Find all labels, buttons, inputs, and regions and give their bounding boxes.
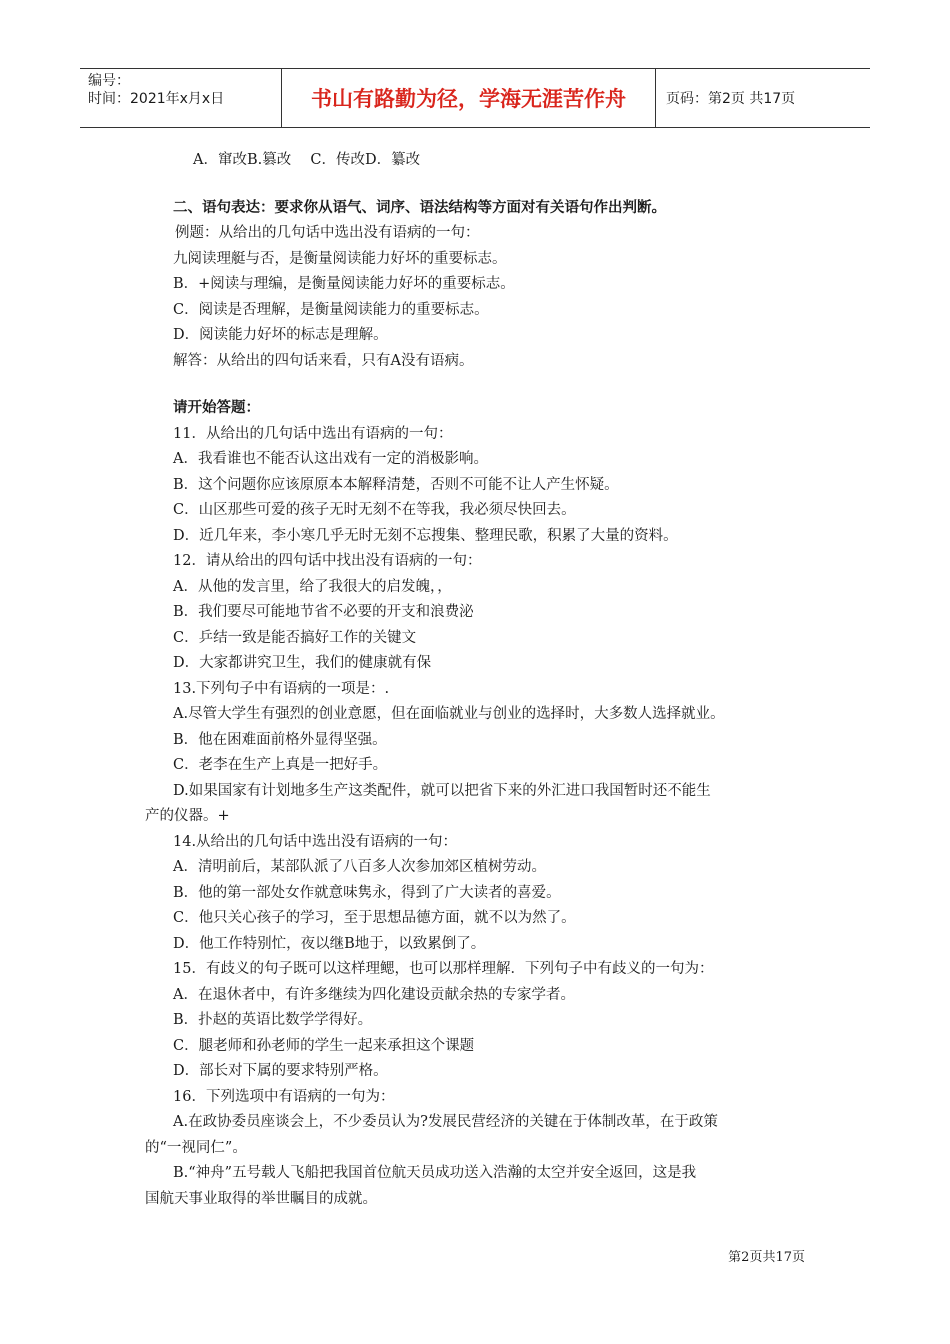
start-label: 请开始答题： [173, 400, 260, 416]
question-option: C．腿老师和孙老师的学生一起来承担这个课题 [173, 1037, 475, 1054]
question-option: A.在政协委员座谈会上，不少委员认为?发展民营经济的关键在于体制改革，在于政策 [173, 1114, 718, 1130]
question-stem: 11．从给出的几句话中选出有语病的一句： [173, 425, 453, 442]
question-option: D．大家都讲究卫生，我们的健康就有保 [173, 655, 432, 671]
question-option: B．他在困难面前格外显得坚强。 [173, 731, 387, 748]
question-option: B．这个问题你应该原原本本解释清楚，否则不可能不让人产生怀疑。 [173, 476, 619, 493]
document-body [145, 148, 815, 1212]
question-option: C．老李在生产上真是一把好手。 [173, 757, 388, 773]
question-option: B．扑赵的英语比数学学得好。 [173, 1012, 373, 1028]
question-stem: 16．下列选项中有语病的一句为： [173, 1088, 395, 1105]
question-option: C．他只关心孩子的学习，至于思想品德方面，就不以为然了。 [173, 910, 576, 926]
question-option: D．他工作特别忙，夜以继B地于，以致累倒了。 [173, 935, 486, 952]
question-option: C．乒结一致是能否搞好工作的关键文 [173, 629, 417, 646]
question-option: D．近几年来，李小寒几乎无时无刻不忘搜集、整理民歌，积累了大量的资料。 [173, 527, 678, 544]
date-label: 时间：2021年x月x日 [88, 91, 225, 107]
example-option: D．阅读能力好坏的标志是理解。 [173, 327, 388, 343]
question-option: D.如果国家有计划地多生产这类配件，就可以把省下来的外汇进口我国暂时还不能生 [173, 782, 711, 799]
example-option: B．+阅读与理编，是衡量阅读能力好坏的重要标志。 [173, 276, 515, 292]
page-footer: 第2页共17页 [728, 1250, 805, 1265]
header-motto: 书山有路勤为径，学海无涯苦作舟 [282, 69, 656, 127]
question-option: D．部长对下属的要求特别严格。 [173, 1063, 388, 1079]
question-option-continued: 产的仪器。+ [145, 808, 230, 824]
question-stem: 15．有歧义的句子既可以这样理鳃，也可以那样理解．下列句子中有歧义的一句为： [173, 961, 714, 977]
example-option: C．阅读是否理解，是衡量阅读能力的重要标志。 [173, 301, 489, 318]
section-title: 二、语句表达：要求你从语气、词序、语法结构等方面对有关语句作出判断。 [173, 199, 666, 216]
header-page-info: 页码：第2页 共17页 [666, 91, 796, 107]
question-option-continued: 国航天事业取得的举世瞩目的成就。 [145, 1190, 377, 1207]
question-option: A．从他的发言里，给了我很大的启发魄，， [173, 578, 452, 595]
question-option: B.“神舟”五号载人飞船把我国首位航天员成功送入浩瀚的太空并安全返回，这是我 [173, 1165, 697, 1181]
question-option: A．我看谁也不能否认这出戏有一定的消极影响。 [173, 451, 488, 467]
header-meta [80, 69, 282, 127]
question-option: C．山区那些可爱的孩子无时无刻不在等我，我必须尽快回去。 [173, 502, 576, 518]
question-option: B．他的第一部处女作就意味隽永，得到了广大读者的喜爱。 [173, 884, 561, 901]
number-label: 编号： [88, 73, 130, 89]
document-header [80, 68, 870, 128]
question-stem: 12．请从给出的四句话中找出没有语病的一句： [173, 553, 482, 569]
question-option: B．我们要尽可能地节省不必要的开支和浪费泌 [173, 604, 474, 620]
prev-question-options: A．窜改B.篡改 C．传改D．纂改 [193, 152, 421, 168]
example-option: 九阅读理艇与否，是衡量阅读能力好坏的重要标志。 [173, 250, 507, 267]
question-stem: 14.从给出的几句话中选出没有语病的一句： [173, 833, 458, 850]
example-intro: 例题：从给出的几句话中选出没有语病的一句： [175, 225, 480, 241]
question-option: A.尽管大学生有强烈的创业意愿，但在面临就业与创业的选择时，大多数人选择就业。 [173, 706, 725, 722]
question-option-continued: 的“一视同仁”。 [145, 1139, 247, 1156]
question-option: A．在退休者中，有许多继续为四化建设贡献余热的专家学者。 [173, 986, 575, 1003]
question-stem: 13.下列句子中有语病的一项是：. [173, 680, 390, 697]
example-answer: 解答：从给出的四句话来看，只有A没有语病。 [173, 352, 474, 369]
question-option: A．清明前后，某部队派了八百多人次参加郊区植树劳动。 [173, 859, 546, 875]
